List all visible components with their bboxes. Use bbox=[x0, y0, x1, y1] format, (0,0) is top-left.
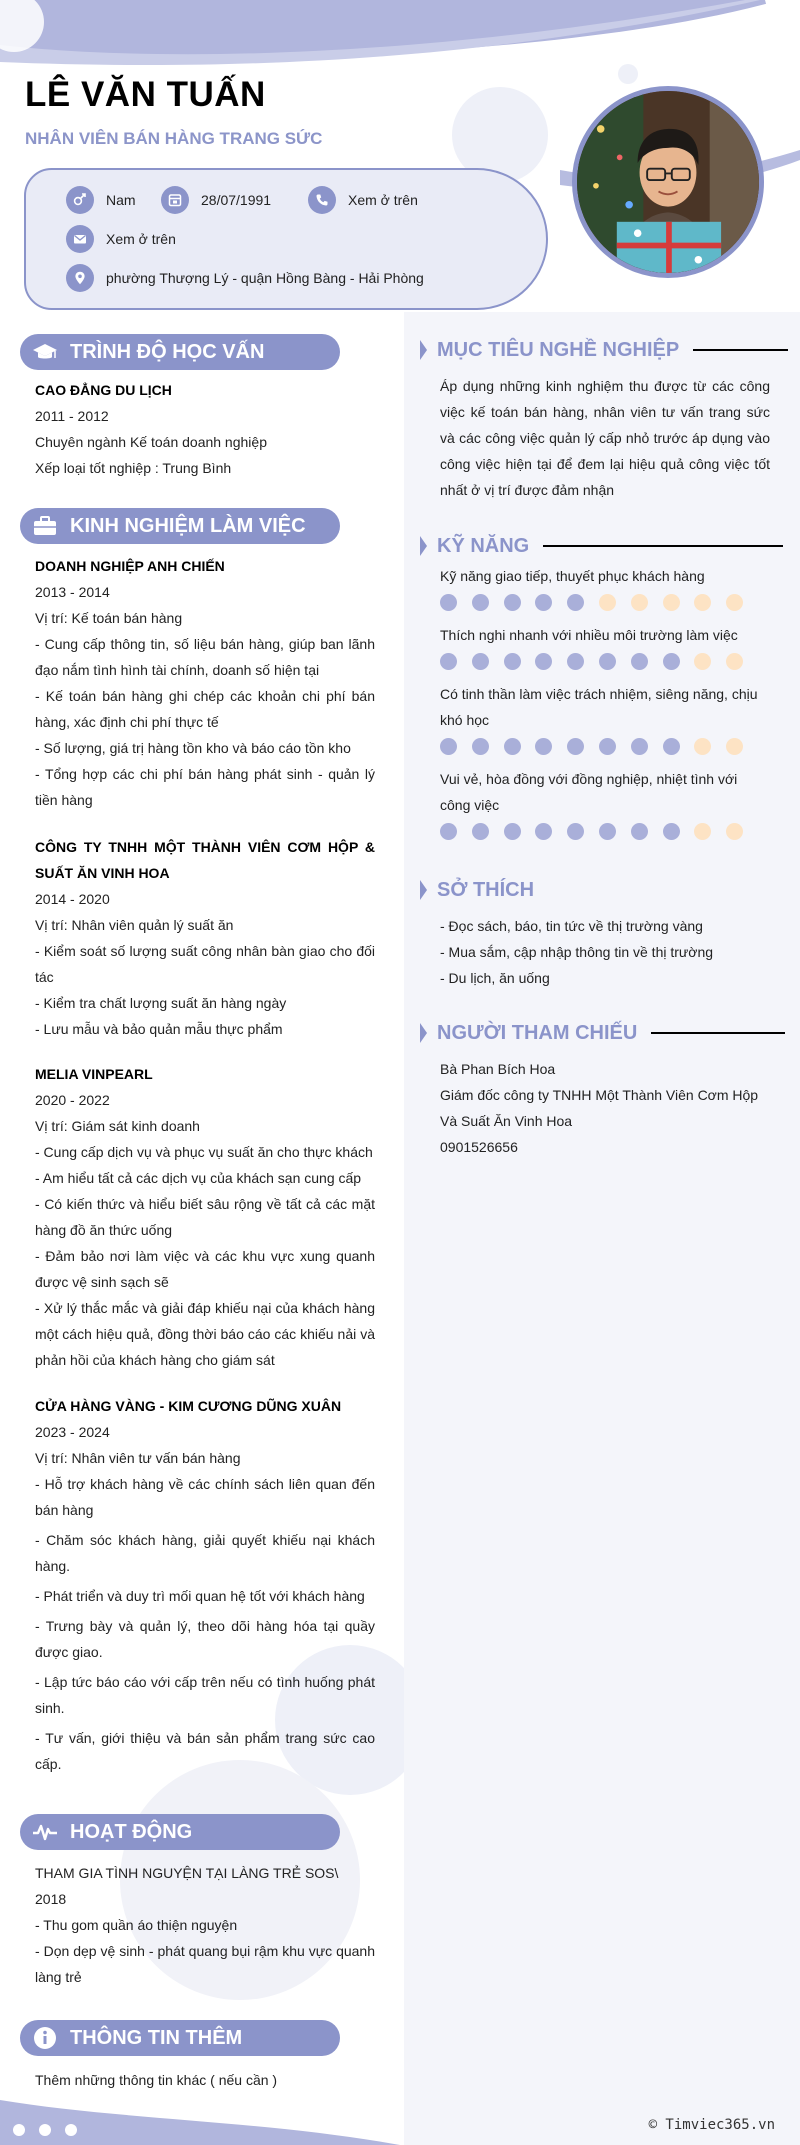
reference-name: Bà Phan Bích Hoa bbox=[440, 1061, 556, 1077]
reference-block bbox=[440, 1056, 770, 1160]
skill-dot-filled bbox=[631, 823, 648, 840]
skill-dot-empty bbox=[631, 594, 648, 611]
skill-dot-filled bbox=[631, 653, 648, 670]
skill-dot-filled bbox=[631, 738, 648, 755]
skill-dot-filled bbox=[535, 594, 552, 611]
skill-dot-filled bbox=[504, 594, 521, 611]
job-entry bbox=[35, 553, 375, 813]
gender-value: Nam bbox=[106, 192, 136, 208]
skill-dot-filled bbox=[440, 823, 457, 840]
section-marker-icon bbox=[420, 536, 427, 556]
skill-rating bbox=[440, 594, 758, 611]
activity-name: THAM GIA TÌNH NGUYỆN TẠI LÀNG TRẺ SOS\ bbox=[35, 1865, 339, 1881]
skill-dot-filled bbox=[599, 738, 616, 755]
skill-dot-filled bbox=[504, 738, 521, 755]
education-major: Chuyên ngành Kế toán doanh nghiệp bbox=[35, 434, 267, 450]
job-duty: - Lập tức báo cáo với cấp trên nếu có tình huống phát sinh. bbox=[35, 1674, 375, 1716]
hobbies-list bbox=[440, 913, 770, 991]
skill-label: Vui vẻ, hòa đồng với đồng nghiệp, nhiệt tình với công việc bbox=[440, 771, 738, 813]
skill-dot-filled bbox=[535, 823, 552, 840]
skill-dot-filled bbox=[472, 823, 489, 840]
job-entry bbox=[35, 1061, 375, 1373]
job-period: 2020 - 2022 bbox=[35, 1092, 110, 1108]
company-name: DOANH NGHIỆP ANH CHIẾN bbox=[35, 558, 225, 574]
contact-address bbox=[66, 264, 424, 292]
watermark: © Timviec365.vn bbox=[648, 2117, 775, 2133]
skill-dot-filled bbox=[535, 653, 552, 670]
contact-birthday bbox=[161, 186, 271, 214]
skill-dot-filled bbox=[663, 653, 680, 670]
job-title: NHÂN VIÊN BÁN HÀNG TRANG SỨC bbox=[25, 129, 323, 148]
skill-dot-filled bbox=[567, 653, 584, 670]
section-more-info-header bbox=[20, 2020, 340, 2056]
section-activities-header bbox=[20, 1814, 340, 1850]
skill-dot-filled bbox=[440, 653, 457, 670]
section-title: THÔNG TIN THÊM bbox=[70, 2026, 243, 2049]
job-duty: - Có kiến thức và hiểu biết sâu rộng về tất cả các mặt hàng đồ ăn thức uống bbox=[35, 1196, 375, 1238]
education-period: 2011 - 2012 bbox=[35, 408, 109, 424]
contact-phone bbox=[308, 186, 418, 214]
gender-icon bbox=[66, 186, 94, 214]
info-icon bbox=[30, 2023, 60, 2053]
job-role: Vị trí: Giám sát kinh doanh bbox=[35, 1118, 200, 1134]
contact-gender bbox=[66, 186, 136, 214]
birthday-value: 28/07/1991 bbox=[201, 192, 272, 208]
job-period: 2023 - 2024 bbox=[35, 1424, 110, 1440]
graduation-cap-icon bbox=[30, 337, 60, 367]
section-objective-header bbox=[420, 335, 788, 365]
section-title: KỸ NĂNG bbox=[437, 534, 530, 557]
skill-rating bbox=[440, 738, 758, 755]
activity-block bbox=[35, 1860, 375, 1990]
company-name: CÔNG TY TNHH MỘT THÀNH VIÊN CƠM HỘP & SUẤT ĂN VINH HOA bbox=[35, 839, 375, 881]
skill-dot-filled bbox=[567, 738, 584, 755]
section-education-header bbox=[20, 334, 340, 370]
section-title: HOẠT ĐỘNG bbox=[70, 1820, 193, 1843]
job-duty: - Chăm sóc khách hàng, giải quyết khiếu nại khách hàng. bbox=[35, 1532, 375, 1574]
job-duty: - Kế toán bán hàng ghi chép các khoản chi phí bán hàng, xác định chi phí thực tế bbox=[35, 688, 375, 730]
candidate-name: LÊ VĂN TUẤN bbox=[25, 75, 266, 114]
skill-dot-empty bbox=[663, 594, 680, 611]
section-divider bbox=[693, 349, 788, 351]
job-duty: - Hỗ trợ khách hàng về các chính sách liên quan đến bán hàng bbox=[35, 1476, 375, 1518]
skill-dot-filled bbox=[535, 738, 552, 755]
job-duty: - Kiểm soát số lượng suất công nhân bàn giao cho đối tác bbox=[35, 943, 375, 985]
skill-dot-filled bbox=[440, 738, 457, 755]
section-divider bbox=[543, 545, 783, 547]
skill-dot-filled bbox=[472, 653, 489, 670]
phone-icon bbox=[308, 186, 336, 214]
job-entry bbox=[35, 1393, 375, 1777]
job-period: 2013 - 2014 bbox=[35, 584, 110, 600]
job-duty: - Lưu mẫu và bảo quản mẫu thực phẩm bbox=[35, 1021, 283, 1037]
skill-dot-empty bbox=[726, 823, 743, 840]
skill-rating bbox=[440, 823, 758, 840]
hobby-item: - Mua sắm, cập nhập thông tin về thị trường bbox=[440, 944, 714, 960]
skill-dot-filled bbox=[472, 738, 489, 755]
email-value: Xem ở trên bbox=[106, 231, 176, 247]
pulse-icon bbox=[30, 1817, 60, 1847]
calendar-icon bbox=[161, 186, 189, 214]
skill-dot-empty bbox=[694, 653, 711, 670]
section-hobbies-header bbox=[420, 875, 534, 905]
job-duty: - Đảm bảo nơi làm việc và các khu vực xung quanh được vệ sinh sạch sẽ bbox=[35, 1248, 375, 1290]
skill-dot-filled bbox=[504, 653, 521, 670]
skill-dot-filled bbox=[567, 594, 584, 611]
skill-label: Có tinh thần làm việc trách nhiệm, siêng năng, chịu khó học bbox=[440, 686, 758, 728]
section-marker-icon bbox=[420, 1023, 427, 1043]
section-title: TRÌNH ĐỘ HỌC VẤN bbox=[70, 340, 265, 363]
activity-detail: - Thu gom quần áo thiện nguyện bbox=[35, 1917, 238, 1933]
section-title: SỞ THÍCH bbox=[437, 878, 535, 901]
education-grade: Xếp loại tốt nghiệp : Trung Bình bbox=[35, 460, 232, 476]
skill-dot-filled bbox=[504, 823, 521, 840]
section-skills-header bbox=[420, 531, 783, 561]
skill-dot-empty bbox=[726, 738, 743, 755]
skill-dot-empty bbox=[599, 594, 616, 611]
job-duty: - Cung cấp dịch vụ và phục vụ suất ăn cho thực khách bbox=[35, 1144, 373, 1160]
section-divider bbox=[651, 1032, 785, 1034]
reference-position: Giám đốc công ty TNHH Một Thành Viên Cơm Hộp Và Suất Ăn Vinh Hoa bbox=[440, 1087, 759, 1129]
skill-dot-empty bbox=[726, 653, 743, 670]
job-duty: - Tổng hợp các chi phí bán hàng phát sinh - quản lý tiền hàng bbox=[35, 766, 375, 808]
reference-phone: 0901526656 bbox=[440, 1139, 518, 1155]
skill-dot-filled bbox=[599, 823, 616, 840]
skill-dot-filled bbox=[472, 594, 489, 611]
skill-dot-filled bbox=[599, 653, 616, 670]
job-duty: - Kiểm tra chất lượng suất ăn hàng ngày bbox=[35, 995, 287, 1011]
section-marker-icon bbox=[420, 880, 427, 900]
job-duty: - Am hiểu tất cả các dịch vụ của khách sạn cung cấp bbox=[35, 1170, 362, 1186]
section-experience-header bbox=[20, 508, 340, 544]
company-name: CỬA HÀNG VÀNG - KIM CƯƠNG DŨNG XUÂN bbox=[35, 1398, 342, 1414]
skill-label: Thích nghi nhanh với nhiều môi trường làm việc bbox=[440, 627, 738, 643]
section-reference-header bbox=[420, 1018, 785, 1048]
skill-dot-filled bbox=[440, 594, 457, 611]
skill-rating bbox=[440, 653, 758, 670]
job-duty: - Phát triển và duy trì mối quan hệ tốt với khách hàng bbox=[35, 1588, 365, 1604]
job-duty: - Trưng bày và quản lý, theo dõi hàng hóa tại quầy được giao. bbox=[35, 1618, 375, 1660]
contact-email bbox=[66, 225, 176, 253]
skill-dot-filled bbox=[567, 823, 584, 840]
school-name: CAO ĐẲNG DU LỊCH bbox=[35, 382, 172, 398]
section-title: MỤC TIÊU NGHỀ NGHIỆP bbox=[437, 338, 680, 361]
objective-text: Áp dụng những kinh nghiệm thu được từ các công việc kế toán bán hàng, nhân viên tư vấn trang sức và các công việc quản lý cấp nhỏ trước áp dụng vào công việc hiện tại để đem lại hiệu quả công việc tốt nhất ở vị trí được đảm nhận bbox=[440, 378, 770, 498]
more-info-text: Thêm những thông tin khác ( nếu cần ) bbox=[35, 2072, 278, 2088]
company-name: MELIA VINPEARL bbox=[35, 1066, 153, 1082]
skill-dot-filled bbox=[663, 738, 680, 755]
job-role: Vị trí: Kế toán bán hàng bbox=[35, 610, 183, 626]
skill-dot-empty bbox=[726, 594, 743, 611]
location-pin-icon bbox=[66, 264, 94, 292]
address-value: phường Thượng Lý - quận Hồng Bàng - Hải Phòng bbox=[106, 270, 424, 286]
education-block bbox=[35, 377, 375, 481]
skill-dot-empty bbox=[694, 594, 711, 611]
activity-year: 2018 bbox=[35, 1891, 67, 1907]
section-title: NGƯỜI THAM CHIẾU bbox=[437, 1021, 638, 1044]
contact-card bbox=[24, 168, 548, 310]
hobby-item: - Du lịch, ăn uống bbox=[440, 970, 550, 986]
envelope-icon bbox=[66, 225, 94, 253]
skill-dot-empty bbox=[694, 823, 711, 840]
job-period: 2014 - 2020 bbox=[35, 891, 110, 907]
skill-dot-empty bbox=[694, 738, 711, 755]
more-info-block bbox=[35, 2067, 375, 2093]
job-duty: - Tư vấn, giới thiệu và bán sản phẩm trang sức cao cấp. bbox=[35, 1730, 375, 1772]
briefcase-icon bbox=[30, 511, 60, 541]
phone-value: Xem ở trên bbox=[348, 192, 418, 208]
profile-photo bbox=[572, 86, 764, 278]
footer-dots bbox=[13, 2124, 91, 2136]
job-duty: - Cung cấp thông tin, số liệu bán hàng, giúp ban lãnh đạo nắm tình hình tài chính, doanh số hiện tại bbox=[35, 636, 375, 678]
skill-label: Kỹ năng giao tiếp, thuyết phục khách hàng bbox=[440, 568, 705, 584]
job-role: Vị trí: Nhân viên quản lý suất ăn bbox=[35, 917, 234, 933]
job-entry bbox=[35, 834, 375, 1042]
job-role: Vị trí: Nhân viên tư vấn bán hàng bbox=[35, 1450, 241, 1466]
job-duty: - Số lượng, giá trị hàng tồn kho và báo cáo tồn kho bbox=[35, 740, 351, 756]
activity-detail: - Dọn dẹp vệ sinh - phát quang bụi rậm khu vực quanh làng trẻ bbox=[35, 1943, 375, 1985]
job-duty: - Xử lý thắc mắc và giải đáp khiếu nại của khách hàng một cách hiệu quả, đồng thời báo cáo các khiếu nải và phản hồi của khách hàng cho giám sát bbox=[35, 1300, 375, 1368]
section-marker-icon bbox=[420, 340, 427, 360]
hobby-item: - Đọc sách, báo, tin tức về thị trường vàng bbox=[440, 918, 703, 934]
section-title: KINH NGHIỆM LÀM VIỆC bbox=[70, 514, 306, 537]
skill-dot-filled bbox=[663, 823, 680, 840]
